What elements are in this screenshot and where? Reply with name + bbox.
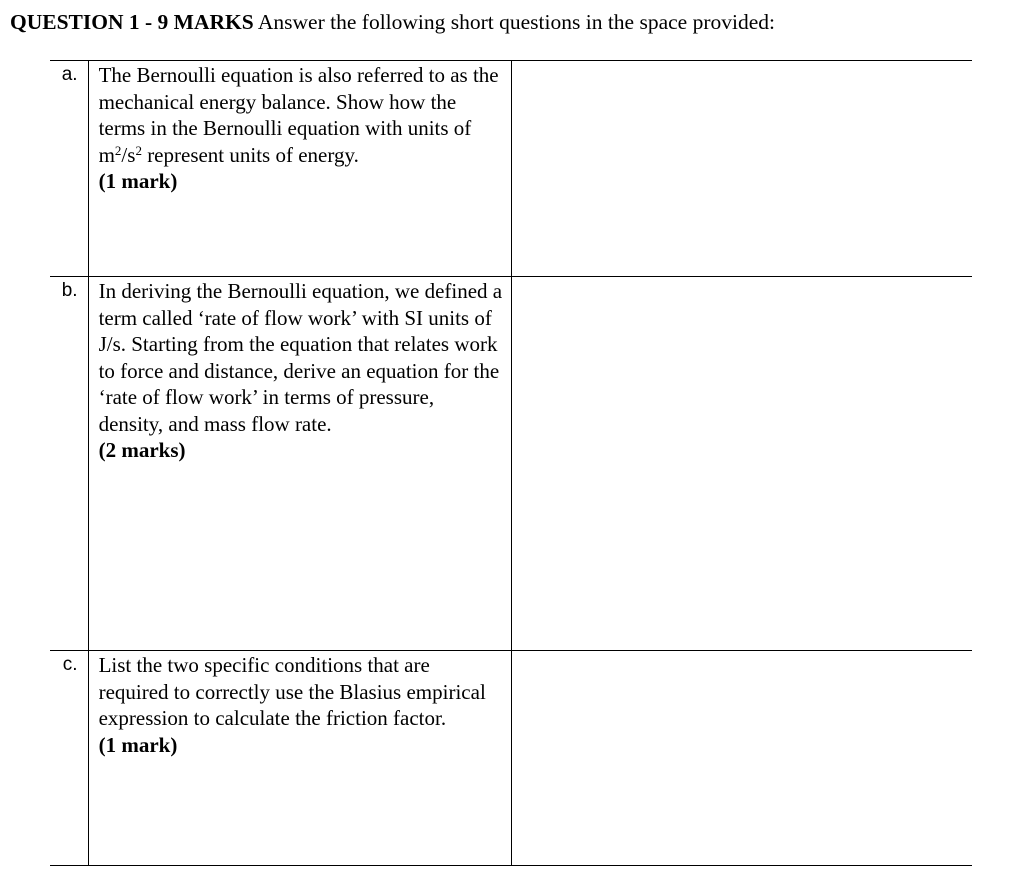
question-row-b [50,277,972,651]
question-row-a [50,61,972,277]
question-letter: b. [50,277,88,651]
marks-label: (2 marks) [98,438,186,462]
question-instruction: Answer the following short questions in the space provided: [253,10,775,34]
answer-space[interactable] [512,651,972,866]
marks-label: (1 mark) [98,169,178,193]
answer-space[interactable] [512,61,972,277]
question-cell [88,651,512,866]
question-letter: a. [50,61,88,277]
question-table [50,60,972,866]
answer-space[interactable] [512,277,972,651]
page-heading [10,8,775,36]
question-letter: c. [50,651,88,866]
question-text: List the two specific conditions that are required to correctly use the Blasius empirical expression to calculate the friction factor. [98,653,486,730]
question-cell [88,277,512,651]
marks-label: (1 mark) [98,732,178,757]
question-text: The Bernoulli equation is also referred to as the mechanical energy balance. Show how the terms in the Bernoulli equation with units of $m^2/s^2$ represent units of energy. [98,63,499,167]
question-title: QUESTION 1 - 9 MARKS [10,10,254,34]
question-cell [88,61,512,277]
question-row-c [50,651,972,866]
question-text: In deriving the Bernoulli equation, we defined a term called ‘rate of flow work’ with SI units of J/s. Starting from the equation that relates work to force and distance, derive an equation for the ‘rate of flow work’ in terms of pressure, density, and mass flow rate. [98,279,503,436]
